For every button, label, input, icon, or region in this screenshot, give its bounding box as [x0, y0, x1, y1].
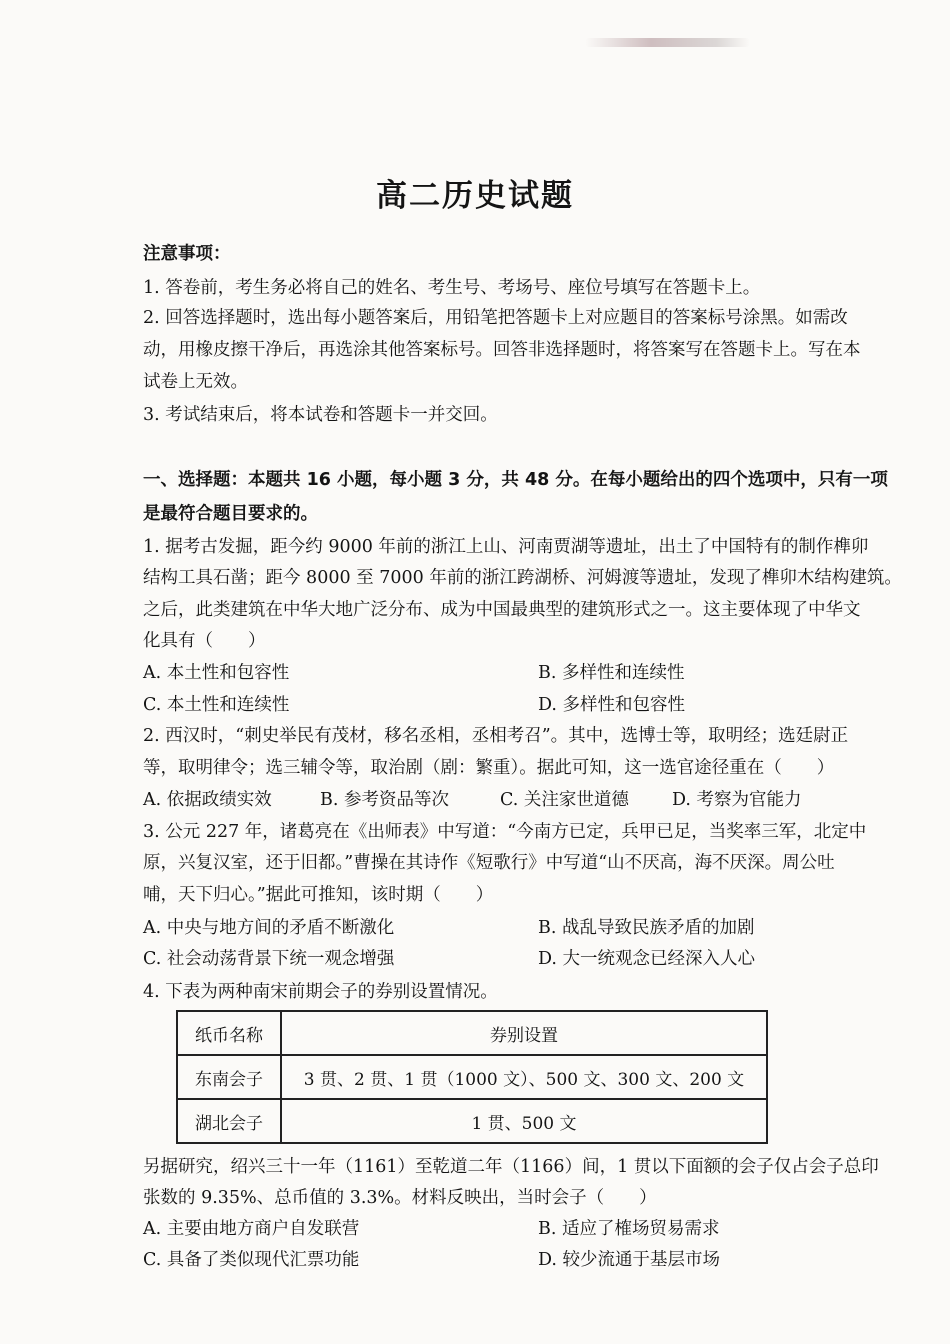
question-1-text: 结构工具石凿；距今 8000 至 7000 年前的浙江跨湖桥、河姆渡等遗址，发现了榫卯木结构建筑。 — [143, 568, 902, 588]
section-heading: 一、选择题：本题共 16 小题，每小题 3 分，共 48 分。在每小题给出的四个选项中，只有一项 — [143, 470, 888, 490]
question-2-option-c: C. 关注家世道德 — [500, 790, 629, 810]
question-3-option-a: A. 中央与地方间的矛盾不断激化 — [143, 918, 395, 938]
notice-line: 2. 回答选择题时，选出每小题答案后，用铅笔把答题卡上对应题目的答案标号涂黑。如需改 — [143, 308, 848, 328]
question-2-text: 等，取明律令；选三辅令等，取治剧（剧：繁重）。据此可知，这一选官途径重在（ ） — [143, 758, 835, 778]
question-4-option-a: A. 主要由地方商户自发联营 — [143, 1219, 360, 1239]
question-3-option-c: C. 社会动荡背景下统一观念增强 — [143, 949, 395, 969]
question-3-text: 原，兴复汉室，还于旧都。”曹操在其诗作《短歌行》中写道“山不厌高，海不厌深。周公吐 — [143, 853, 835, 873]
table-header-cell: 券别设置 — [281, 1011, 767, 1055]
notice-line: 试卷上无效。 — [143, 372, 248, 392]
question-1-option-b: B. 多样性和连续性 — [538, 663, 685, 683]
page-title: 高二历史试题 — [376, 178, 574, 214]
table-cell: 3 贯、2 贯、1 贯（1000 文）、500 文、300 文、200 文 — [281, 1055, 767, 1099]
table-header-cell: 纸币名称 — [177, 1011, 281, 1055]
notice-line: 3. 考试结束后，将本试卷和答题卡一并交回。 — [143, 405, 498, 425]
notice-line: 动，用橡皮擦干净后，再选涂其他答案标号。回答非选择题时，将答案写在答题卡上。写在本 — [143, 340, 861, 360]
table-row — [177, 1055, 767, 1099]
section-heading-cont: 是最符合题目要求的。 — [143, 504, 318, 524]
question-4-option-c: C. 具备了类似现代汇票功能 — [143, 1250, 360, 1270]
question-2-text: 2. 西汉时，“刺史举民有茂材，移名丞相，丞相考召”。其中，选博士等，取明经；选廷尉正 — [143, 726, 849, 746]
question-1-option-c: C. 本土性和连续性 — [143, 695, 290, 715]
banknote-table — [176, 1010, 768, 1144]
table-cell: 东南会子 — [177, 1055, 281, 1099]
question-3-text: 3. 公元 227 年，诸葛亮在《出师表》中写道：“今南方已定，兵甲已足，当奖率三军，北定中 — [143, 822, 867, 842]
notice-line: 1. 答卷前，考生务必将自己的姓名、考生号、考场号、座位号填写在答题卡上。 — [143, 278, 761, 298]
question-1-option-a: A. 本土性和包容性 — [143, 663, 290, 683]
table-cell: 湖北会子 — [177, 1099, 281, 1143]
question-4-option-b: B. 适应了榷场贸易需求 — [538, 1219, 720, 1239]
question-2-option-a: A. 依据政绩实效 — [143, 790, 272, 810]
question-2-option-d: D. 考察为官能力 — [672, 790, 802, 810]
table-cell: 1 贯、500 文 — [281, 1099, 767, 1143]
table-header-row — [177, 1011, 767, 1055]
notice-heading: 注意事项： — [143, 244, 231, 264]
question-3-option-b: B. 战乱导致民族矛盾的加剧 — [538, 918, 755, 938]
question-3-text: 哺，天下归心。”据此可推知，该时期（ ） — [143, 885, 494, 905]
question-1-text: 化具有（ ） — [143, 631, 266, 651]
question-3-option-d: D. 大一统观念已经深入人心 — [538, 949, 756, 969]
table-row — [177, 1099, 767, 1143]
question-4-text: 4. 下表为两种南宋前期会子的券别设置情况。 — [143, 982, 498, 1002]
question-1-text: 1. 据考古发掘，距今约 9000 年前的浙江上山、河南贾湖等遗址，出土了中国特有的制作榫卯 — [143, 537, 869, 557]
question-4-text: 张数的 9.35%、总币值的 3.3%。材料反映出，当时会子（ ） — [143, 1188, 657, 1208]
question-4-option-d: D. 较少流通于基层市场 — [538, 1250, 721, 1270]
question-4-text: 另据研究，绍兴三十一年（1161）至乾道二年（1166）间，1 贯以下面额的会子仅占会子总印 — [143, 1157, 879, 1177]
question-1-text: 之后，此类建筑在中华大地广泛分布、成为中国最典型的建筑形式之一。这主要体现了中华文 — [143, 600, 861, 620]
question-2-option-b: B. 参考资品等次 — [320, 790, 449, 810]
question-1-option-d: D. 多样性和包容性 — [538, 695, 686, 715]
scan-smudge — [585, 38, 750, 47]
